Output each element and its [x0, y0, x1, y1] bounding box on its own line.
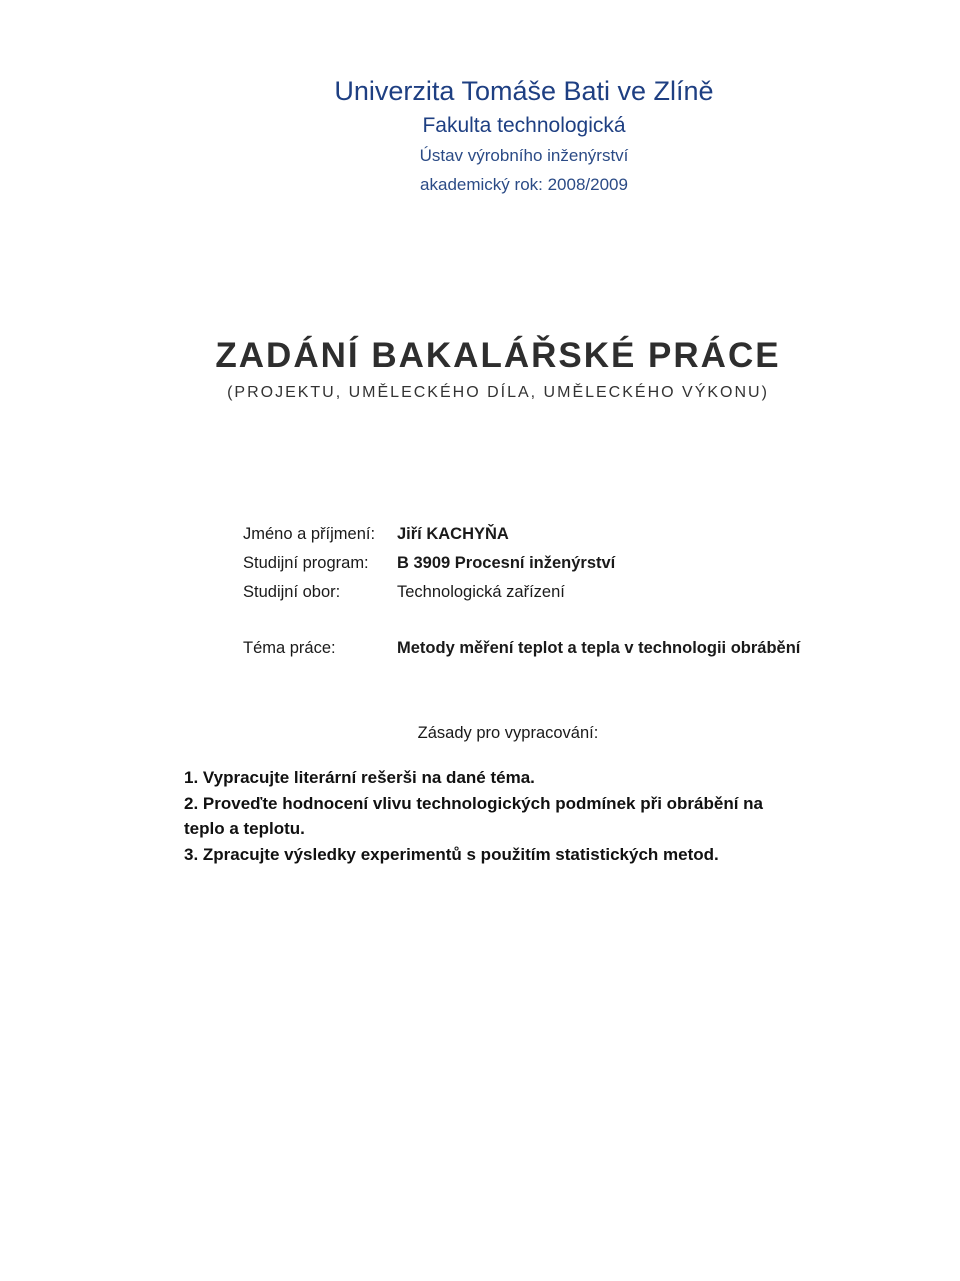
principles-list: [184, 765, 804, 867]
field-row-name: [243, 525, 509, 544]
field-label: Studijní obor:: [243, 583, 341, 601]
academic-year: akademický rok: 2008/2009: [420, 175, 628, 194]
list-item: 2. Proveďte hodnocení vlivu technologických podmínek při obrábění na teplo a teplotu.: [184, 793, 763, 838]
field-label: Jméno a příjmení:: [243, 525, 376, 543]
list-item: 1. Vypracujte literární rešerši na dané téma.: [184, 768, 535, 787]
list-item: 3. Zpracujte výsledky experimentů s použitím statistických metod.: [184, 844, 719, 864]
field-value: B 3909 Procesní inženýrství: [397, 554, 616, 572]
field-label: Téma práce:: [243, 639, 336, 657]
field-row-topic: [243, 639, 800, 658]
field-value: Technologická zařízení: [397, 583, 565, 601]
field-row-program: [243, 554, 615, 573]
university-name: Univerzita Tomáše Bati ve Zlíně: [334, 76, 714, 106]
document-subtitle: (PROJEKTU, UMĚLECKÉHO DÍLA, UMĚLECKÉHO VÝKONU): [227, 384, 769, 401]
field-value: Jiří KACHYŇA: [397, 525, 509, 543]
field-row-field: [243, 583, 565, 602]
document-title: ZADÁNÍ BAKALÁŘSKÉ PRÁCE: [215, 336, 781, 375]
field-label: Studijní program:: [243, 554, 369, 572]
principles-heading: Zásady pro vypracování:: [417, 724, 599, 742]
faculty-name: Fakulta technologická: [422, 114, 626, 137]
field-value: Metody měření teplot a tepla v technologii obrábění: [397, 639, 801, 657]
institute-name: Ústav výrobního inženýrství: [419, 146, 629, 165]
